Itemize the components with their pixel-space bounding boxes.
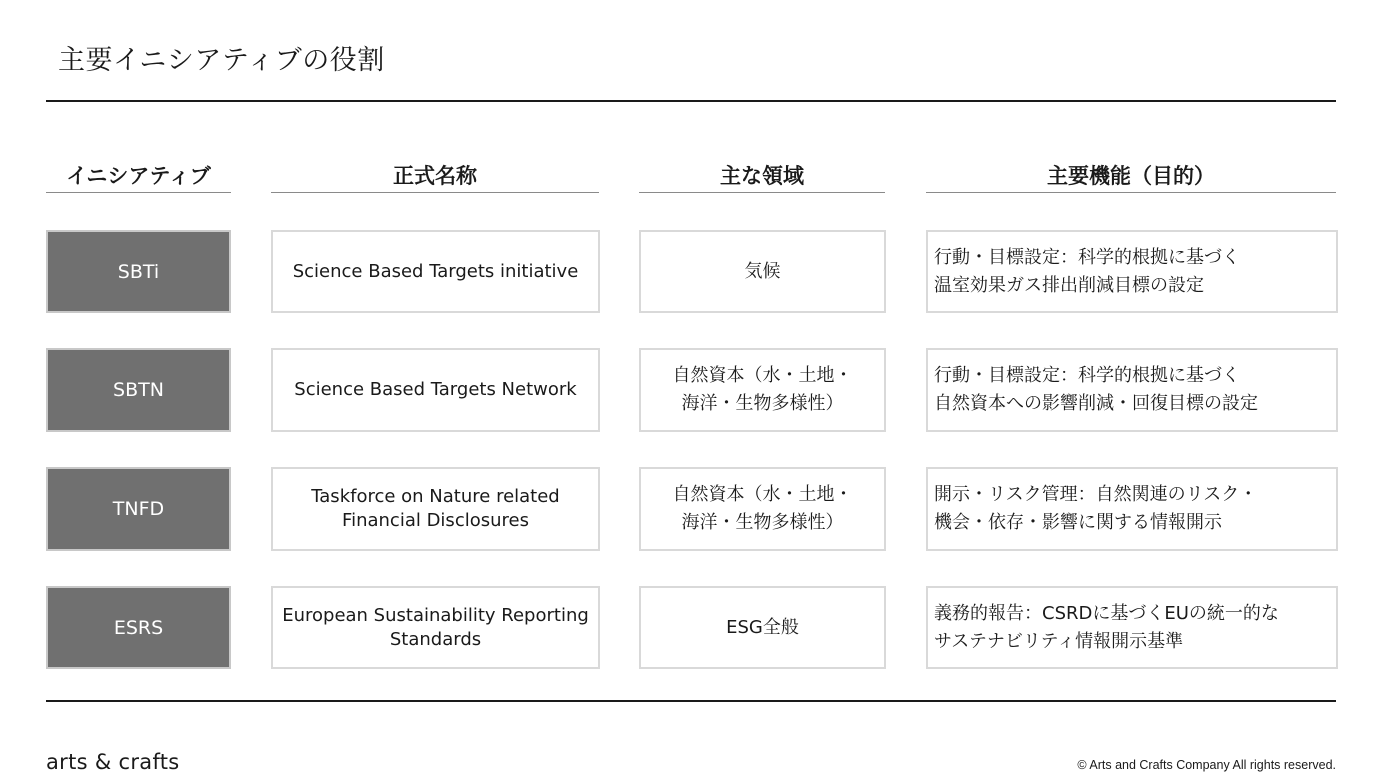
row-esrs-function: [926, 586, 1338, 669]
row-tnfd-initiative: [46, 467, 231, 551]
row-esrs-official-name: [271, 586, 600, 669]
row-sbtn-initiative: [46, 348, 231, 432]
row-sbtn-function: [926, 348, 1338, 432]
domain-text: 自然資本（水・土地・ 海洋・生物多様性）: [672, 484, 853, 533]
official-name-text: Science Based Targets Network: [294, 379, 577, 400]
function-text: 行動・目標設定：科学的根拠に基づく 自然資本への影響削減・回復目標の設定: [934, 365, 1258, 414]
initiative-label: SBTN: [113, 379, 164, 401]
bottom-divider: [46, 700, 1336, 702]
function-text: 行動・目標設定：科学的根拠に基づく 温室効果ガス排出削減目標の設定: [934, 246, 1240, 296]
domain-text: 自然資本（水・土地・ 海洋・生物多様性）: [672, 365, 853, 414]
header-function: 主要機能（目的）: [926, 160, 1336, 193]
row-tnfd-function: [926, 467, 1338, 551]
row-sbti-official-name: [271, 230, 600, 313]
row-sbtn-domain: [639, 348, 886, 432]
header-official-name: 正式名称: [271, 160, 599, 193]
top-divider: [46, 100, 1336, 102]
row-sbti-domain: [639, 230, 886, 313]
official-name-text: European Sustainability Reporting Standards: [282, 604, 589, 650]
function-text: 義務的報告：CSRDに基づくEUの統一的な サステナビリティ情報開示基準: [934, 602, 1279, 652]
company-logo: arts & crafts: [46, 750, 180, 774]
initiative-label: SBTi: [117, 260, 160, 283]
row-tnfd-domain: [639, 467, 886, 551]
official-name-text: Science Based Targets initiative: [292, 260, 579, 282]
copyright-notice: © Arts and Crafts Company All rights reserved.: [1077, 758, 1336, 772]
page-title: 主要イニシアティブの役割: [58, 45, 385, 76]
function-text: 開示・リスク管理：自然関連のリスク・ 機会・依存・影響に関する情報開示: [934, 484, 1258, 533]
row-esrs-initiative: [46, 586, 231, 669]
header-domain: 主な領域: [639, 160, 885, 193]
row-sbti-function: [926, 230, 1338, 313]
header-initiative: イニシアティブ: [46, 160, 231, 193]
official-name-text: Taskforce on Nature related Financial Disclosures: [311, 486, 560, 531]
initiative-label: ESRS: [113, 616, 164, 639]
row-sbtn-official-name: [271, 348, 600, 432]
row-sbti-initiative: [46, 230, 231, 313]
domain-text: 気候: [744, 260, 781, 282]
row-esrs-domain: [639, 586, 886, 669]
row-tnfd-official-name: [271, 467, 600, 551]
initiative-label: TNFD: [112, 498, 165, 520]
domain-text: ESG全般: [726, 616, 799, 638]
